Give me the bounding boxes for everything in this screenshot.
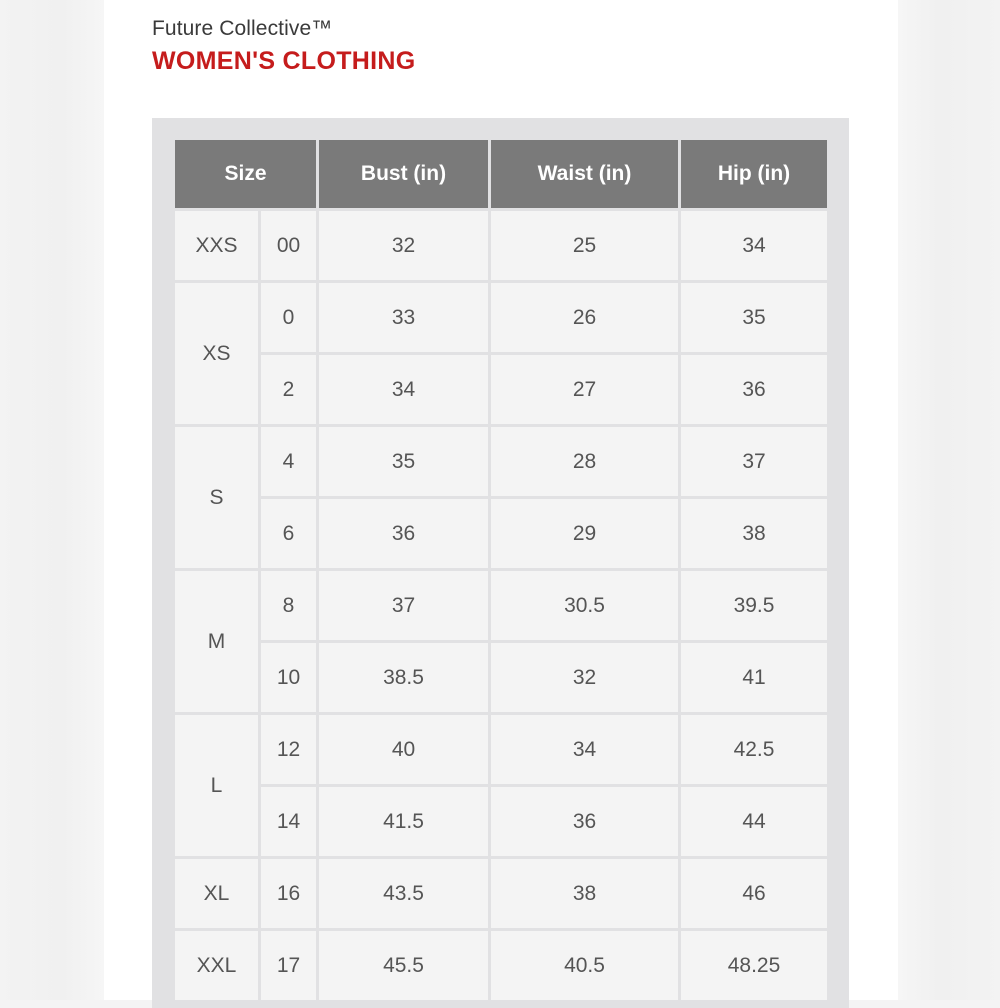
table-row bbox=[175, 427, 827, 496]
table-row bbox=[175, 211, 827, 280]
table-row bbox=[175, 355, 827, 424]
waist-cell: 28 bbox=[491, 427, 678, 496]
hip-cell: 39.5 bbox=[681, 571, 827, 640]
hip-cell: 48.25 bbox=[681, 931, 827, 1000]
size-number-cell: 00 bbox=[261, 211, 316, 280]
header-size: Size bbox=[175, 140, 316, 208]
table-row bbox=[175, 571, 827, 640]
bust-cell: 41.5 bbox=[319, 787, 488, 856]
table-header-row bbox=[175, 140, 827, 208]
size-chart-frame bbox=[152, 118, 849, 1008]
waist-cell: 27 bbox=[491, 355, 678, 424]
waist-cell: 26 bbox=[491, 283, 678, 352]
hip-cell: 36 bbox=[681, 355, 827, 424]
bust-cell: 40 bbox=[319, 715, 488, 784]
size-number-cell: 14 bbox=[261, 787, 316, 856]
size-number-cell: 17 bbox=[261, 931, 316, 1000]
bust-cell: 43.5 bbox=[319, 859, 488, 928]
left-backdrop bbox=[0, 0, 104, 1000]
bust-cell: 36 bbox=[319, 499, 488, 568]
table-row bbox=[175, 499, 827, 568]
bust-cell: 33 bbox=[319, 283, 488, 352]
waist-cell: 38 bbox=[491, 859, 678, 928]
waist-cell: 40.5 bbox=[491, 931, 678, 1000]
size-letter-cell: S bbox=[175, 427, 258, 568]
waist-cell: 29 bbox=[491, 499, 678, 568]
hip-cell: 38 bbox=[681, 499, 827, 568]
size-number-cell: 16 bbox=[261, 859, 316, 928]
hip-cell: 46 bbox=[681, 859, 827, 928]
waist-cell: 25 bbox=[491, 211, 678, 280]
hip-cell: 42.5 bbox=[681, 715, 827, 784]
size-letter-cell: M bbox=[175, 571, 258, 712]
size-number-cell: 6 bbox=[261, 499, 316, 568]
table-body bbox=[175, 211, 827, 1000]
bust-cell: 32 bbox=[319, 211, 488, 280]
right-backdrop bbox=[898, 0, 1000, 1000]
size-number-cell: 12 bbox=[261, 715, 316, 784]
table-row bbox=[175, 643, 827, 712]
table-row bbox=[175, 859, 827, 928]
header-bust: Bust (in) bbox=[319, 140, 488, 208]
hip-cell: 41 bbox=[681, 643, 827, 712]
size-letter-cell: XS bbox=[175, 283, 258, 424]
waist-cell: 34 bbox=[491, 715, 678, 784]
hip-cell: 35 bbox=[681, 283, 827, 352]
size-number-cell: 0 bbox=[261, 283, 316, 352]
header-waist: Waist (in) bbox=[491, 140, 678, 208]
size-letter-cell: XXL bbox=[175, 931, 258, 1000]
size-number-cell: 10 bbox=[261, 643, 316, 712]
brand-name: Future Collective™ bbox=[152, 17, 333, 40]
bust-cell: 38.5 bbox=[319, 643, 488, 712]
size-number-cell: 4 bbox=[261, 427, 316, 496]
bust-cell: 35 bbox=[319, 427, 488, 496]
size-letter-cell: XL bbox=[175, 859, 258, 928]
table-row bbox=[175, 715, 827, 784]
table-row bbox=[175, 283, 827, 352]
hip-cell: 37 bbox=[681, 427, 827, 496]
page-heading: WOMEN'S CLOTHING bbox=[152, 47, 416, 75]
size-letter-cell: XXS bbox=[175, 211, 258, 280]
hip-cell: 44 bbox=[681, 787, 827, 856]
table-row bbox=[175, 787, 827, 856]
waist-cell: 30.5 bbox=[491, 571, 678, 640]
hip-cell: 34 bbox=[681, 211, 827, 280]
header-hip: Hip (in) bbox=[681, 140, 827, 208]
size-chart-page bbox=[104, 0, 898, 1000]
size-number-cell: 2 bbox=[261, 355, 316, 424]
waist-cell: 36 bbox=[491, 787, 678, 856]
table-row bbox=[175, 931, 827, 1000]
size-letter-cell: L bbox=[175, 715, 258, 856]
bust-cell: 37 bbox=[319, 571, 488, 640]
size-chart-table bbox=[172, 137, 830, 1003]
bust-cell: 34 bbox=[319, 355, 488, 424]
waist-cell: 32 bbox=[491, 643, 678, 712]
bust-cell: 45.5 bbox=[319, 931, 488, 1000]
size-number-cell: 8 bbox=[261, 571, 316, 640]
